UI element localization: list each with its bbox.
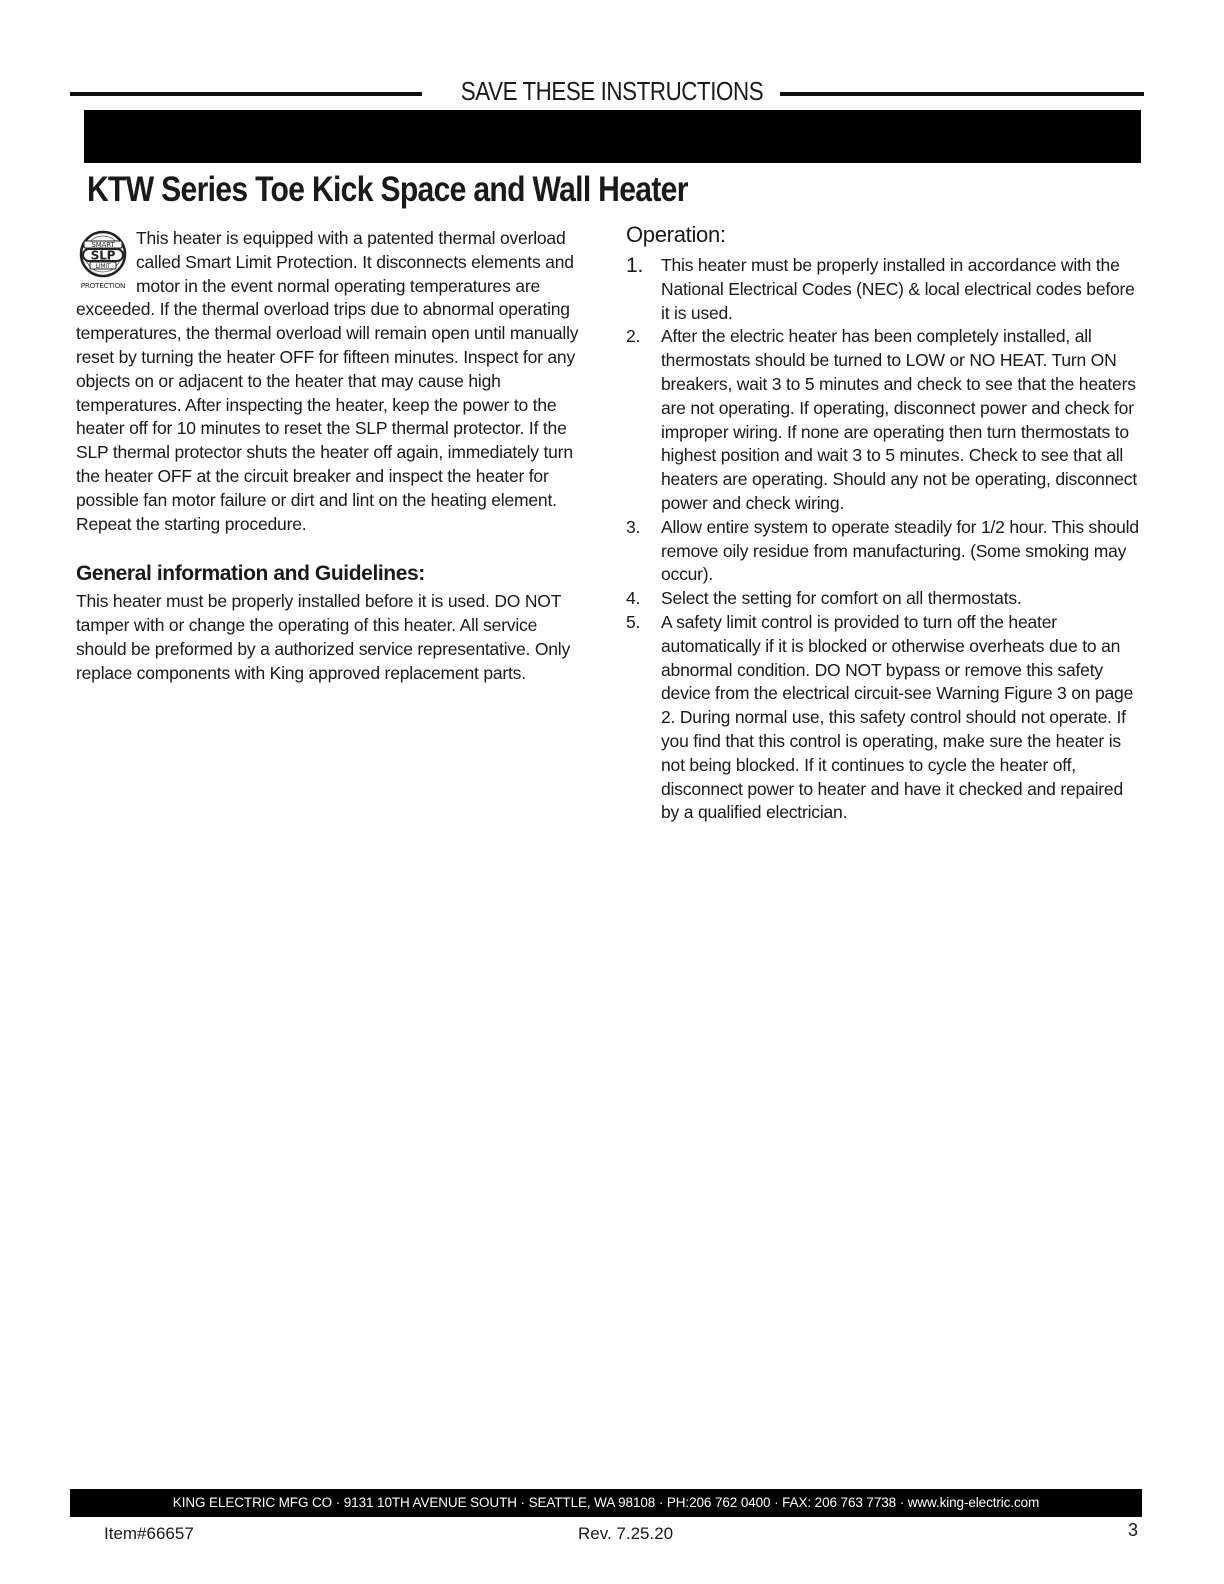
operation-item-number: 2. — [626, 326, 641, 347]
operation-item-text: After the electric heater has been completely installed, all thermostats should be turned to LOW or NO HEAT. Turn ON breakers, wait 3 to 5 minutes and check to see that the heaters are not operating. If operating, disconnect power and check for improper wiring. If none are operating then turn thermostats to highest position and wait 3 to 5 minutes. Check to see that all heaters are operating. Should any not be operating, disconnect power and check wiring. — [661, 326, 1137, 513]
operation-item-number: 3. — [626, 516, 641, 537]
header-title: SAVE THESE INSTRUCTIONS — [460, 76, 764, 106]
footer-company-band: KING ELECTRIC MFG CO · 9131 10TH AVENUE SOUTH · SEATTLE, WA 98108 · PH:206 762 0400 · FAX: 206 763 7738 · www.king-electric.com — [70, 1489, 1142, 1517]
right-column — [626, 222, 1140, 825]
slp-logo-slp: SLP — [90, 248, 116, 263]
operation-item-number: 1. — [626, 254, 644, 277]
left-column — [76, 227, 588, 686]
operation-heading: Operation: — [626, 222, 726, 247]
footer-item-number: Item#66657 — [104, 1524, 194, 1543]
slp-logo-icon — [74, 227, 132, 293]
operation-item-number: 5. — [626, 611, 641, 632]
operation-item-text: Allow entire system to operate steadily for 1/2 hour. This should remove oily residue from manufacturing. (Some smoking may occur). — [661, 516, 1139, 585]
footer-revision: Rev. 7.25.20 — [578, 1524, 674, 1543]
operation-item — [626, 611, 1140, 825]
operation-item-number: 4. — [626, 588, 641, 609]
page-title: KTW Series Toe Kick Space and Wall Heater — [87, 170, 688, 209]
operation-item — [626, 516, 1140, 587]
operation-item-text: A safety limit control is provided to turn off the heater automatically if it is blocked or otherwise overheats due to an abnormal condition. DO NOT bypass or remove this safety device from the electrical circuit-see Warning Figure 3 on page 2. During normal use, this safety control should not operate. If you find that this control is operating, make sure the heater is not being blocked. If it continues to cycle the heater off, disconnect power to heater and have it checked and repaired by a qualified electrician. — [661, 611, 1134, 823]
header-black-band — [84, 110, 1141, 163]
operation-list — [626, 254, 1140, 825]
slp-logo-limit: LIMIT — [95, 263, 111, 270]
operation-item-text: Select the setting for comfort on all thermostats. — [661, 588, 1022, 609]
operation-item — [626, 587, 1140, 611]
general-heading: General information and Guidelines: — [76, 562, 425, 586]
operation-item-text: This heater must be properly installed in accordance with the National Electrical Codes (NEC) & local electrical codes before it is used. — [661, 255, 1135, 323]
intro-section — [76, 227, 588, 536]
smart-limit-protection-logo — [74, 227, 132, 293]
page-number: 3 — [1128, 1520, 1139, 1540]
operation-item — [626, 325, 1140, 515]
operation-item — [626, 254, 1140, 325]
slp-logo-protection: PROTECTION — [80, 281, 126, 290]
slp-logo-smart: SMART — [91, 241, 115, 249]
intro-paragraph: This heater is equipped with a patented thermal overload called Smart Limit Protection. It disconnects elements and motor in the event normal operating temperatures are exceeded. If the thermal overload trips due to abnormal operating temperatures, the thermal overload will remain open until manually reset by turning the heater OFF for fifteen minutes. Inspect for any objects on or adjacent to the heater that may cause high temperatures. After inspecting the heater, keep the power to the heater off for 10 minutes to reset the SLP thermal protector. If the SLP thermal protector shuts the heater off again, immediately turn the heater OFF at the circuit breaker and inspect the heater for possible fan motor failure or dirt and lint on the heating element. Repeat the starting procedure. — [76, 228, 579, 534]
general-text: This heater must be properly installed before it is used. DO NOT tamper with or change the operating of this heater. All service should be preformed by a authorized service representative. Only replace components with King approved replacement parts. — [76, 591, 570, 683]
